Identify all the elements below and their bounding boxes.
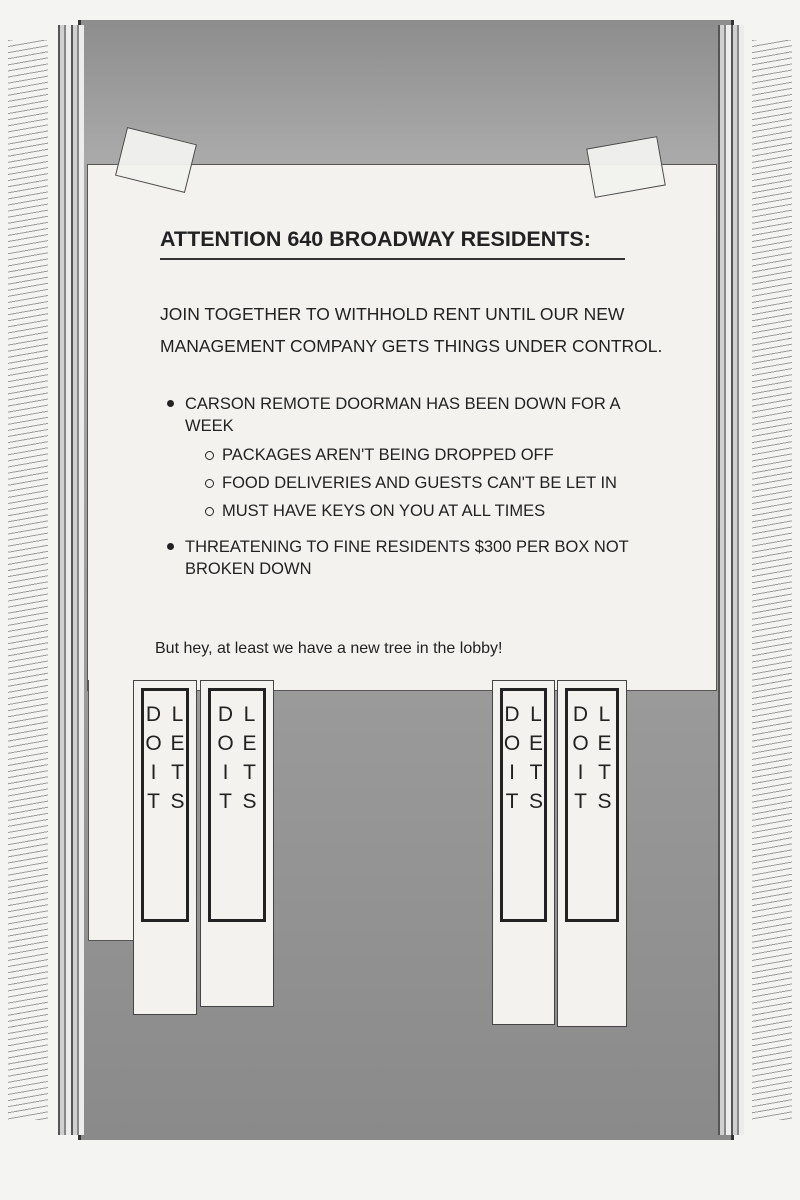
bullet-item: CARSON REMOTE DOORMAN HAS BEEN DOWN FOR A WEEK <box>185 393 655 437</box>
tab-text: LETS DOIT <box>569 703 616 819</box>
tear-off-tab[interactable] <box>492 680 555 1025</box>
tear-off-tab[interactable] <box>200 680 274 1007</box>
tab-frame <box>500 688 547 922</box>
bullet-item: THREATENING TO FINE RESIDENTS $300 PER BOX NOT BROKEN DOWN <box>185 536 655 580</box>
flyer-footer: But hey, at least we have a new tree in the lobby! <box>155 640 503 657</box>
right-door-frame <box>718 25 744 1135</box>
flyer-title: ATTENTION 640 BROADWAY RESIDENTS: <box>160 227 591 251</box>
intro-line: MANAGEMENT COMPANY GETS THINGS UNDER CONTROL. <box>160 336 663 356</box>
intro-line: JOIN TOGETHER TO WITHHOLD RENT UNTIL OUR NEW <box>160 304 625 324</box>
tab-text: LETS DOIT <box>142 703 189 819</box>
tab-text: LETS DOIT <box>500 703 548 819</box>
sub-bullet-item: PACKAGES AREN'T BEING DROPPED OFF <box>222 446 554 464</box>
sub-bullet-item: FOOD DELIVERIES AND GUESTS CAN'T BE LET IN <box>222 474 617 492</box>
tab-frame <box>208 688 266 922</box>
tab-text: LETS DOIT <box>214 703 261 819</box>
tear-off-tab[interactable] <box>557 680 627 1027</box>
tab-frame <box>141 688 189 922</box>
left-wall-texture <box>8 40 48 1120</box>
title-underline <box>160 258 625 260</box>
right-wall-texture <box>752 40 792 1120</box>
flyer-intro <box>160 298 680 362</box>
left-door-frame <box>58 25 84 1135</box>
sub-bullet-item: MUST HAVE KEYS ON YOU AT ALL TIMES <box>222 502 546 520</box>
tear-off-tab[interactable] <box>133 680 197 1015</box>
flyer-torn-strip <box>88 680 134 941</box>
tab-frame <box>565 688 619 922</box>
